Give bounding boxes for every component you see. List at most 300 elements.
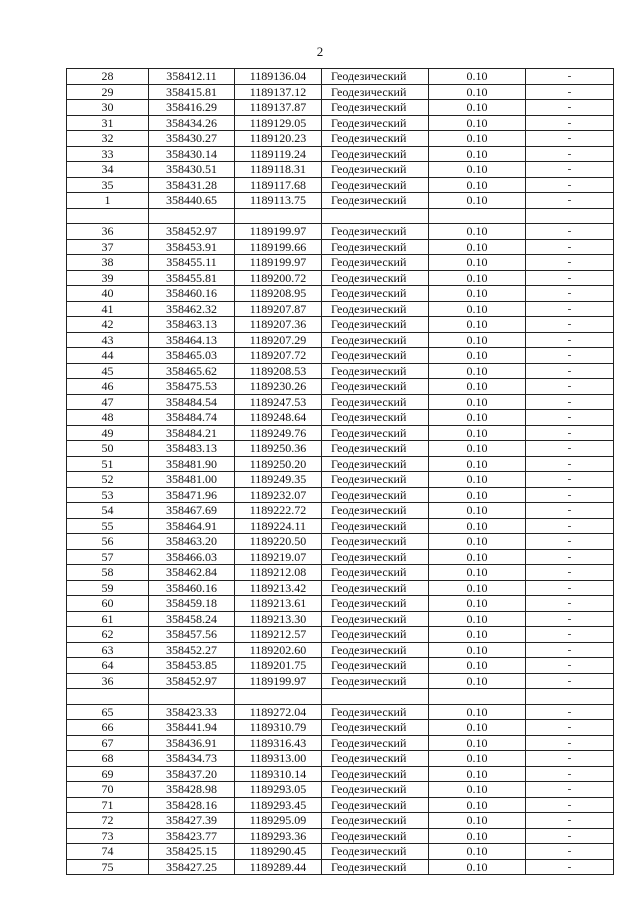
accuracy-cell: 0.10 — [429, 611, 526, 627]
accuracy-cell: 0.10 — [429, 131, 526, 147]
note-cell: - — [526, 673, 614, 689]
note-cell: - — [526, 456, 614, 472]
x-coordinate-cell: 358453.85 — [149, 658, 235, 674]
table-row — [67, 332, 614, 348]
point-number-cell: 65 — [67, 704, 149, 720]
accuracy-cell: 0.10 — [429, 596, 526, 612]
method-cell: Геодезический — [322, 363, 429, 379]
method-cell: Геодезический — [322, 255, 429, 271]
x-coordinate-cell: 358464.91 — [149, 518, 235, 534]
note-cell: - — [526, 503, 614, 519]
note-cell — [526, 208, 614, 224]
method-cell: Геодезический — [322, 487, 429, 503]
x-coordinate-cell: 358457.56 — [149, 627, 235, 643]
method-cell: Геодезический — [322, 177, 429, 193]
method-cell: Геодезический — [322, 301, 429, 317]
y-coordinate-cell: 1189313.00 — [235, 751, 322, 767]
method-cell: Геодезический — [322, 797, 429, 813]
point-number-cell: 44 — [67, 348, 149, 364]
method-cell: Геодезический — [322, 410, 429, 426]
x-coordinate-cell: 358452.97 — [149, 224, 235, 240]
note-cell: - — [526, 441, 614, 457]
y-coordinate-cell: 1189207.87 — [235, 301, 322, 317]
x-coordinate-cell: 358459.18 — [149, 596, 235, 612]
accuracy-cell: 0.10 — [429, 534, 526, 550]
y-coordinate-cell: 1189208.53 — [235, 363, 322, 379]
note-cell: - — [526, 332, 614, 348]
x-coordinate-cell: 358440.65 — [149, 193, 235, 209]
table-row — [67, 317, 614, 333]
y-coordinate-cell: 1189200.72 — [235, 270, 322, 286]
y-coordinate-cell: 1189129.05 — [235, 115, 322, 131]
note-cell: - — [526, 596, 614, 612]
y-coordinate-cell: 1189222.72 — [235, 503, 322, 519]
table-row — [67, 782, 614, 798]
x-coordinate-cell: 358428.16 — [149, 797, 235, 813]
x-coordinate-cell: 358466.03 — [149, 549, 235, 565]
y-coordinate-cell: 1189272.04 — [235, 704, 322, 720]
y-coordinate-cell: 1189207.29 — [235, 332, 322, 348]
accuracy-cell: 0.10 — [429, 472, 526, 488]
x-coordinate-cell: 358483.13 — [149, 441, 235, 457]
point-number-cell: 52 — [67, 472, 149, 488]
note-cell: - — [526, 69, 614, 85]
accuracy-cell: 0.10 — [429, 224, 526, 240]
point-number-cell: 58 — [67, 565, 149, 581]
point-number-cell: 39 — [67, 270, 149, 286]
point-number-cell: 28 — [67, 69, 149, 85]
point-number-cell: 73 — [67, 828, 149, 844]
y-coordinate-cell: 1189199.97 — [235, 224, 322, 240]
accuracy-cell: 0.10 — [429, 239, 526, 255]
accuracy-cell: 0.10 — [429, 425, 526, 441]
method-cell: Геодезический — [322, 472, 429, 488]
accuracy-cell: 0.10 — [429, 828, 526, 844]
note-cell: - — [526, 193, 614, 209]
accuracy-cell: 0.10 — [429, 255, 526, 271]
y-coordinate-cell: 1189310.79 — [235, 720, 322, 736]
table-row — [67, 813, 614, 829]
point-number-cell: 47 — [67, 394, 149, 410]
method-cell: Геодезический — [322, 317, 429, 333]
x-coordinate-cell: 358434.73 — [149, 751, 235, 767]
point-number-cell: 54 — [67, 503, 149, 519]
y-coordinate-cell: 1189199.97 — [235, 673, 322, 689]
table-row — [67, 131, 614, 147]
note-cell: - — [526, 627, 614, 643]
table-row — [67, 751, 614, 767]
point-number-cell: 60 — [67, 596, 149, 612]
accuracy-cell: 0.10 — [429, 286, 526, 302]
accuracy-cell: 0.10 — [429, 270, 526, 286]
point-number-cell: 64 — [67, 658, 149, 674]
method-cell: Геодезический — [322, 84, 429, 100]
y-coordinate-cell: 1189119.24 — [235, 146, 322, 162]
method-cell: Геодезический — [322, 162, 429, 178]
note-cell: - — [526, 100, 614, 116]
accuracy-cell: 0.10 — [429, 456, 526, 472]
table-row — [67, 658, 614, 674]
method-cell: Геодезический — [322, 766, 429, 782]
table-row — [67, 503, 614, 519]
x-coordinate-cell: 358471.96 — [149, 487, 235, 503]
y-coordinate-cell: 1189250.20 — [235, 456, 322, 472]
note-cell: - — [526, 177, 614, 193]
table-row — [67, 704, 614, 720]
point-number-cell: 69 — [67, 766, 149, 782]
point-number-cell: 75 — [67, 859, 149, 875]
note-cell: - — [526, 658, 614, 674]
method-cell: Геодезический — [322, 828, 429, 844]
table-row — [67, 549, 614, 565]
note-cell: - — [526, 859, 614, 875]
x-coordinate-cell: 358416.29 — [149, 100, 235, 116]
table-row — [67, 115, 614, 131]
y-coordinate-cell: 1189208.95 — [235, 286, 322, 302]
point-number-cell: 70 — [67, 782, 149, 798]
point-number-cell: 1 — [67, 193, 149, 209]
accuracy-cell: 0.10 — [429, 704, 526, 720]
y-coordinate-cell: 1189310.14 — [235, 766, 322, 782]
method-cell: Геодезический — [322, 224, 429, 240]
x-coordinate-cell: 358455.11 — [149, 255, 235, 271]
x-coordinate-cell: 358412.11 — [149, 69, 235, 85]
accuracy-cell: 0.10 — [429, 162, 526, 178]
method-cell: Геодезический — [322, 425, 429, 441]
y-coordinate-cell: 1189118.31 — [235, 162, 322, 178]
note-cell: - — [526, 487, 614, 503]
x-coordinate-cell: 358484.54 — [149, 394, 235, 410]
note-cell: - — [526, 813, 614, 829]
point-number-cell: 61 — [67, 611, 149, 627]
method-cell: Геодезический — [322, 503, 429, 519]
accuracy-cell: 0.10 — [429, 813, 526, 829]
x-coordinate-cell: 358430.51 — [149, 162, 235, 178]
point-number-cell: 56 — [67, 534, 149, 550]
x-coordinate-cell — [149, 689, 235, 705]
coordinates-table — [66, 68, 614, 875]
note-cell: - — [526, 146, 614, 162]
x-coordinate-cell: 358427.39 — [149, 813, 235, 829]
table-row — [67, 84, 614, 100]
method-cell: Геодезический — [322, 115, 429, 131]
point-number-cell: 37 — [67, 239, 149, 255]
x-coordinate-cell: 358453.91 — [149, 239, 235, 255]
y-coordinate-cell: 1189249.35 — [235, 472, 322, 488]
accuracy-cell: 0.10 — [429, 410, 526, 426]
y-coordinate-cell: 1189212.08 — [235, 565, 322, 581]
point-number-cell: 34 — [67, 162, 149, 178]
x-coordinate-cell: 358436.91 — [149, 735, 235, 751]
y-coordinate-cell: 1189224.11 — [235, 518, 322, 534]
note-cell: - — [526, 162, 614, 178]
table-row — [67, 456, 614, 472]
y-coordinate-cell: 1189117.68 — [235, 177, 322, 193]
note-cell: - — [526, 472, 614, 488]
point-number-cell: 41 — [67, 301, 149, 317]
y-coordinate-cell: 1189249.76 — [235, 425, 322, 441]
y-coordinate-cell: 1189293.05 — [235, 782, 322, 798]
note-cell: - — [526, 828, 614, 844]
y-coordinate-cell: 1189113.75 — [235, 193, 322, 209]
table-row — [67, 487, 614, 503]
point-number-cell: 29 — [67, 84, 149, 100]
table-row — [67, 162, 614, 178]
x-coordinate-cell: 358452.97 — [149, 673, 235, 689]
note-cell: - — [526, 270, 614, 286]
table-row — [67, 596, 614, 612]
note-cell: - — [526, 565, 614, 581]
point-number-cell: 59 — [67, 580, 149, 596]
note-cell: - — [526, 131, 614, 147]
x-coordinate-cell: 358425.15 — [149, 844, 235, 860]
method-cell: Геодезический — [322, 813, 429, 829]
accuracy-cell: 0.10 — [429, 193, 526, 209]
y-coordinate-cell: 1189212.57 — [235, 627, 322, 643]
table-row — [67, 379, 614, 395]
method-cell: Геодезический — [322, 751, 429, 767]
y-coordinate-cell: 1189213.30 — [235, 611, 322, 627]
point-number-cell: 45 — [67, 363, 149, 379]
x-coordinate-cell: 358455.81 — [149, 270, 235, 286]
table-row — [67, 301, 614, 317]
x-coordinate-cell: 358481.90 — [149, 456, 235, 472]
y-coordinate-cell: 1189199.97 — [235, 255, 322, 271]
x-coordinate-cell — [149, 208, 235, 224]
table-row — [67, 208, 614, 224]
point-number-cell — [67, 208, 149, 224]
point-number-cell: 50 — [67, 441, 149, 457]
x-coordinate-cell: 358460.16 — [149, 580, 235, 596]
method-cell: Геодезический — [322, 720, 429, 736]
accuracy-cell: 0.10 — [429, 735, 526, 751]
accuracy-cell: 0.10 — [429, 348, 526, 364]
method-cell: Геодезический — [322, 379, 429, 395]
point-number-cell: 74 — [67, 844, 149, 860]
y-coordinate-cell: 1189201.75 — [235, 658, 322, 674]
table-row — [67, 410, 614, 426]
point-number-cell: 32 — [67, 131, 149, 147]
note-cell: - — [526, 425, 614, 441]
accuracy-cell: 0.10 — [429, 751, 526, 767]
point-number-cell: 42 — [67, 317, 149, 333]
point-number-cell: 35 — [67, 177, 149, 193]
point-number-cell: 38 — [67, 255, 149, 271]
table-row — [67, 580, 614, 596]
y-coordinate-cell: 1189232.07 — [235, 487, 322, 503]
note-cell: - — [526, 224, 614, 240]
method-cell: Геодезический — [322, 859, 429, 875]
method-cell: Геодезический — [322, 782, 429, 798]
table-row — [67, 100, 614, 116]
y-coordinate-cell — [235, 689, 322, 705]
table-row — [67, 673, 614, 689]
note-cell: - — [526, 518, 614, 534]
note-cell: - — [526, 255, 614, 271]
point-number-cell: 33 — [67, 146, 149, 162]
point-number-cell: 43 — [67, 332, 149, 348]
note-cell: - — [526, 348, 614, 364]
note-cell: - — [526, 611, 614, 627]
x-coordinate-cell: 358465.62 — [149, 363, 235, 379]
note-cell: - — [526, 751, 614, 767]
y-coordinate-cell: 1189136.04 — [235, 69, 322, 85]
table-row — [67, 146, 614, 162]
y-coordinate-cell: 1189120.23 — [235, 131, 322, 147]
x-coordinate-cell: 358460.16 — [149, 286, 235, 302]
y-coordinate-cell: 1189207.36 — [235, 317, 322, 333]
y-coordinate-cell: 1189219.07 — [235, 549, 322, 565]
page-number: 2 — [316, 44, 324, 59]
coordinates-table-body — [67, 69, 614, 875]
y-coordinate-cell: 1189230.26 — [235, 379, 322, 395]
method-cell: Геодезический — [322, 518, 429, 534]
note-cell: - — [526, 720, 614, 736]
x-coordinate-cell: 358464.13 — [149, 332, 235, 348]
y-coordinate-cell: 1189293.36 — [235, 828, 322, 844]
note-cell — [526, 689, 614, 705]
accuracy-cell: 0.10 — [429, 363, 526, 379]
x-coordinate-cell: 358463.13 — [149, 317, 235, 333]
x-coordinate-cell: 358484.21 — [149, 425, 235, 441]
table-row — [67, 69, 614, 85]
y-coordinate-cell: 1189207.72 — [235, 348, 322, 364]
accuracy-cell: 0.10 — [429, 797, 526, 813]
y-coordinate-cell: 1189290.45 — [235, 844, 322, 860]
accuracy-cell: 0.10 — [429, 766, 526, 782]
table-row — [67, 828, 614, 844]
point-number-cell: 66 — [67, 720, 149, 736]
accuracy-cell: 0.10 — [429, 580, 526, 596]
y-coordinate-cell: 1189199.66 — [235, 239, 322, 255]
y-coordinate-cell: 1189213.61 — [235, 596, 322, 612]
accuracy-cell: 0.10 — [429, 301, 526, 317]
method-cell — [322, 208, 429, 224]
method-cell: Геодезический — [322, 704, 429, 720]
x-coordinate-cell: 358465.03 — [149, 348, 235, 364]
note-cell: - — [526, 394, 614, 410]
y-coordinate-cell: 1189202.60 — [235, 642, 322, 658]
table-row — [67, 363, 614, 379]
point-number-cell: 31 — [67, 115, 149, 131]
x-coordinate-cell: 358462.32 — [149, 301, 235, 317]
accuracy-cell: 0.10 — [429, 441, 526, 457]
y-coordinate-cell — [235, 208, 322, 224]
x-coordinate-cell: 358431.28 — [149, 177, 235, 193]
y-coordinate-cell: 1189137.12 — [235, 84, 322, 100]
accuracy-cell: 0.10 — [429, 317, 526, 333]
method-cell — [322, 689, 429, 705]
accuracy-cell: 0.10 — [429, 549, 526, 565]
point-number-cell: 68 — [67, 751, 149, 767]
y-coordinate-cell: 1189213.42 — [235, 580, 322, 596]
method-cell: Геодезический — [322, 146, 429, 162]
point-number-cell: 46 — [67, 379, 149, 395]
accuracy-cell: 0.10 — [429, 673, 526, 689]
accuracy-cell: 0.10 — [429, 100, 526, 116]
x-coordinate-cell: 358423.77 — [149, 828, 235, 844]
accuracy-cell — [429, 208, 526, 224]
note-cell: - — [526, 534, 614, 550]
note-cell: - — [526, 549, 614, 565]
accuracy-cell: 0.10 — [429, 115, 526, 131]
accuracy-cell: 0.10 — [429, 859, 526, 875]
method-cell: Геодезический — [322, 348, 429, 364]
table-row — [67, 611, 614, 627]
accuracy-cell: 0.10 — [429, 379, 526, 395]
note-cell: - — [526, 704, 614, 720]
x-coordinate-cell: 358452.27 — [149, 642, 235, 658]
method-cell: Геодезический — [322, 441, 429, 457]
y-coordinate-cell: 1189220.50 — [235, 534, 322, 550]
accuracy-cell: 0.10 — [429, 565, 526, 581]
x-coordinate-cell: 358437.20 — [149, 766, 235, 782]
table-row — [67, 224, 614, 240]
x-coordinate-cell: 358415.81 — [149, 84, 235, 100]
table-row — [67, 689, 614, 705]
table-row — [67, 425, 614, 441]
y-coordinate-cell: 1189247.53 — [235, 394, 322, 410]
y-coordinate-cell: 1189137.87 — [235, 100, 322, 116]
x-coordinate-cell: 358463.20 — [149, 534, 235, 550]
point-number-cell: 57 — [67, 549, 149, 565]
x-coordinate-cell: 358430.14 — [149, 146, 235, 162]
method-cell: Геодезический — [322, 844, 429, 860]
table-row — [67, 193, 614, 209]
table-row — [67, 565, 614, 581]
method-cell: Геодезический — [322, 332, 429, 348]
method-cell: Геодезический — [322, 394, 429, 410]
accuracy-cell — [429, 689, 526, 705]
note-cell: - — [526, 363, 614, 379]
table-row — [67, 627, 614, 643]
table-row — [67, 239, 614, 255]
point-number-cell: 30 — [67, 100, 149, 116]
method-cell: Геодезический — [322, 193, 429, 209]
table-row — [67, 348, 614, 364]
table-row — [67, 735, 614, 751]
note-cell: - — [526, 642, 614, 658]
method-cell: Геодезический — [322, 534, 429, 550]
table-row — [67, 518, 614, 534]
point-number-cell: 36 — [67, 673, 149, 689]
method-cell: Геодезический — [322, 596, 429, 612]
note-cell: - — [526, 766, 614, 782]
note-cell: - — [526, 286, 614, 302]
note-cell: - — [526, 782, 614, 798]
accuracy-cell: 0.10 — [429, 518, 526, 534]
method-cell: Геодезический — [322, 100, 429, 116]
note-cell: - — [526, 317, 614, 333]
y-coordinate-cell: 1189293.45 — [235, 797, 322, 813]
point-number-cell: 49 — [67, 425, 149, 441]
y-coordinate-cell: 1189289.44 — [235, 859, 322, 875]
note-cell: - — [526, 115, 614, 131]
y-coordinate-cell: 1189316.43 — [235, 735, 322, 751]
x-coordinate-cell: 358462.84 — [149, 565, 235, 581]
table-row — [67, 797, 614, 813]
method-cell: Геодезический — [322, 642, 429, 658]
x-coordinate-cell: 358458.24 — [149, 611, 235, 627]
table-row — [67, 534, 614, 550]
method-cell: Геодезический — [322, 735, 429, 751]
note-cell: - — [526, 580, 614, 596]
method-cell: Геодезический — [322, 69, 429, 85]
x-coordinate-cell: 358427.25 — [149, 859, 235, 875]
point-number-cell — [67, 689, 149, 705]
note-cell: - — [526, 735, 614, 751]
point-number-cell: 48 — [67, 410, 149, 426]
